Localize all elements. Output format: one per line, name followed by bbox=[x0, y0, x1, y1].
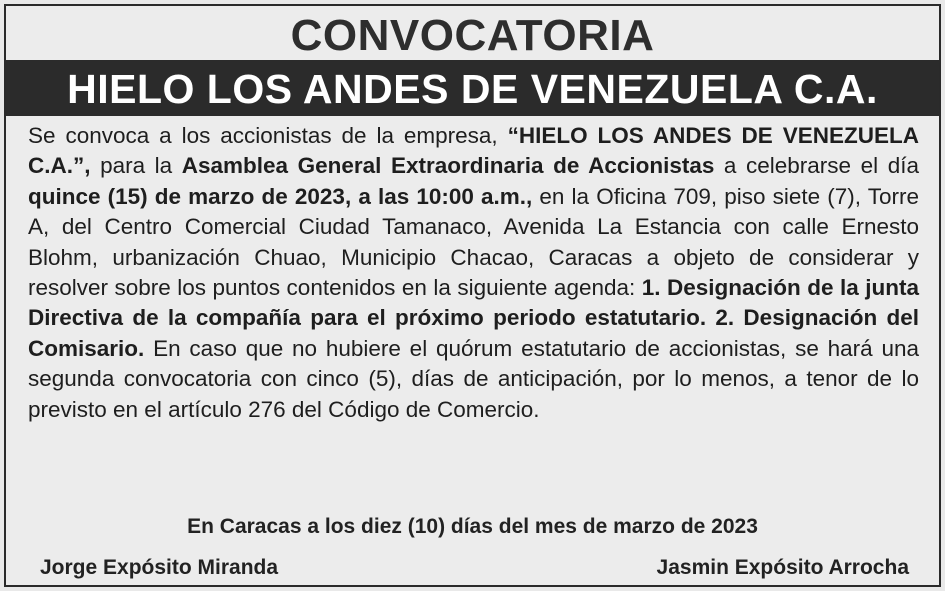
body-assembly-type: Asamblea General Extraordinaria de Accionistas bbox=[181, 153, 715, 179]
body-text-1: Se convoca a los accionistas de la empresa, bbox=[28, 123, 508, 148]
notice-title: CONVOCATORIA bbox=[290, 11, 655, 60]
company-name-banner: HIELO LOS ANDES DE VENEZUELA C.A. bbox=[6, 60, 939, 116]
body-text-5: En caso que no hubiere el quórum estatutario de accionistas, se hará una segunda convocatoria con cinco (5), días de anticipación, por lo menos, a tenor de lo previsto en el artículo 276 del Código de Comercio. bbox=[28, 335, 919, 422]
body-agenda: 1. Designación de la junta Directiva de la compañía para el próximo periodo estatutario. 2. Designación del Comisario. bbox=[28, 275, 919, 361]
body-date-time: quince (15) de marzo de 2023, a las 10:00 a.m., bbox=[28, 183, 533, 209]
closing-line: En Caracas a los diez (10) días del mes de marzo de 2023 bbox=[187, 515, 758, 538]
body-text-2: para la bbox=[90, 153, 182, 179]
body-text-3: a celebrarse el día bbox=[714, 153, 919, 179]
notice-body bbox=[28, 121, 919, 425]
notice-box bbox=[4, 4, 941, 587]
signature-right: Jasmin Expósito Arrocha bbox=[656, 556, 909, 579]
body-company-name: “HIELO LOS ANDES DE VENEZUELA C.A.”, bbox=[28, 123, 919, 179]
body-text-4: en la Oficina 709, piso siete (7), Torre A, del Centro Comercial Ciudad Tamanaco, Avenida La Estancia con calle Ernesto Blohm, urbanización Chuao, Municipio Chacao, Caracas a objeto de considerar y resolver sobre los puntos contenidos en la siguiente agenda: bbox=[28, 183, 920, 301]
signature-left: Jorge Expósito Miranda bbox=[40, 556, 279, 579]
